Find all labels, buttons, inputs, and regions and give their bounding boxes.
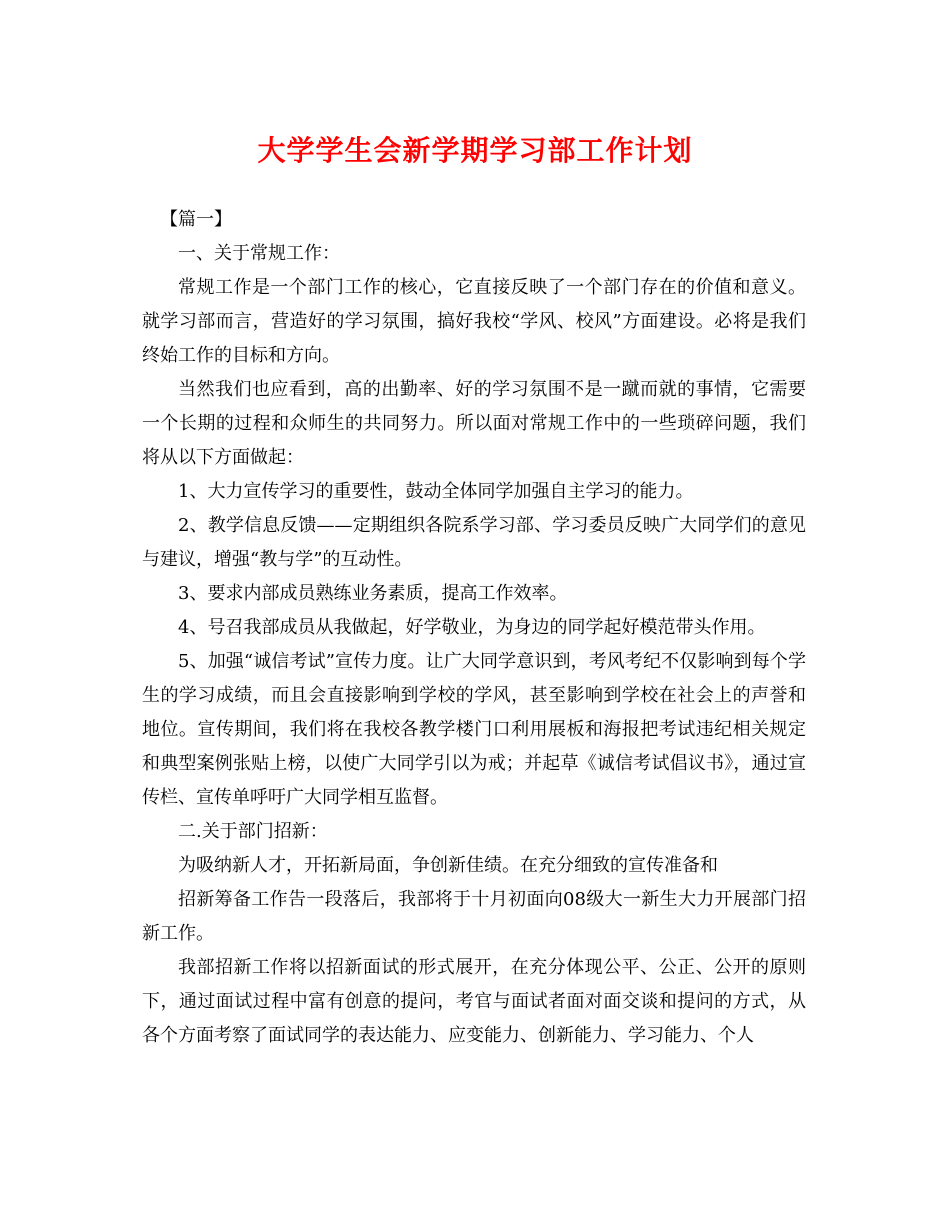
section-tag: 【篇一】 [160, 209, 232, 230]
paragraph: 当然我们也应看到，高的出勤率、好的学习氛围不是一蹴而就的事情，它需要一个长期的过程和众师生的共同努力。所以面对常规工作中的一些琐碎问题，我们将从以下方面做起： [142, 379, 806, 468]
document-title: 大学学生会新学期学习部工作计划 [257, 134, 693, 167]
list-item: 1、大力宣传学习的重要性，鼓动全体同学加强自主学习的能力。 [178, 481, 694, 502]
paragraph: 常规工作是一个部门工作的核心，它直接反映了一个部门存在的价值和意义。就学习部而言，营造好的学习氛围，搞好我校“学风、校风”方面建设。必将是我们终始工作的目标和方向。 [142, 277, 806, 366]
paragraph: 招新筹备工作告一段落后，我部将于十月初面向08级大一新生大力开展部门招新工作。 [142, 889, 806, 944]
paragraph: 我部招新工作将以招新面试的形式展开，在充分体现公平、公正、公开的原则下，通过面试过程中富有创意的提问，考官与面试者面对面交谈和提问的方式，从各个方面考察了面试同学的表达能力、应变能力、创新能力、学习能力、个人 [142, 957, 806, 1046]
section-heading: 二.关于部门招新： [178, 821, 328, 842]
paragraph: 为吸纳新人才，开拓新局面，争创新佳绩。在充分细致的宣传准备和 [178, 855, 718, 876]
document-body [142, 203, 806, 1053]
list-item: 3、要求内部成员熟练业务素质，提高工作效率。 [178, 583, 568, 604]
section-heading: 一、关于常规工作： [178, 243, 340, 264]
list-item: 5、加强“诚信考试”宣传力度。让广大同学意识到，考风考纪不仅影响到每个学生的学习成绩，而且会直接影响到学校的学风，甚至影响到学校在社会上的声誉和地位。宣传期间，我们将在我校各教学楼门口利用展板和海报把考试违纪相关规定和典型案例张贴上榜，以使广大同学引以为戒；并起草《诚信考试倡议书》，通过宣传栏、宣传单呼吁广大同学相互监督。 [142, 651, 806, 808]
list-item: 4、号召我部成员从我做起，好学敬业，为身边的同学起好模范带头作用。 [178, 617, 766, 638]
list-item: 2、教学信息反馈——定期组织各院系学习部、学习委员反映广大同学们的意见与建议，增强“教与学”的互动性。 [142, 515, 806, 570]
